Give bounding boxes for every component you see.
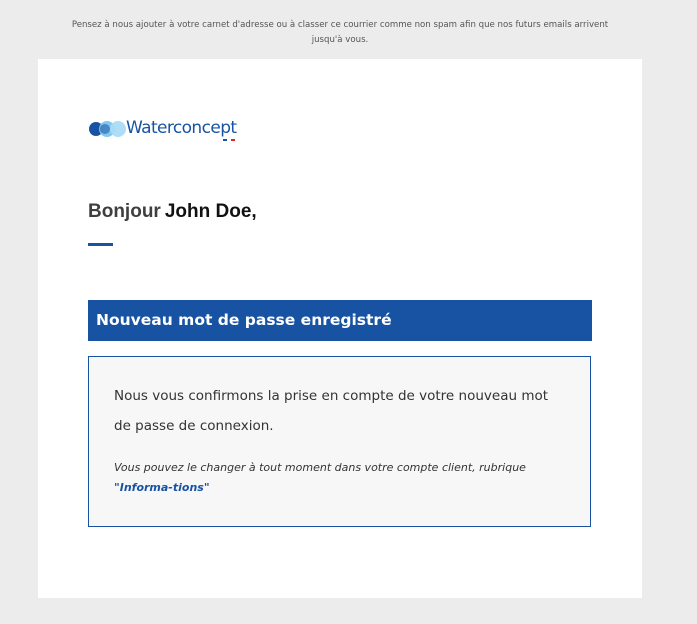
preheader-text: Pensez à nous ajouter à votre carnet d'adresse ou à classer ce courrier comme non spam afin que nos futurs emails arrivent jusqu'à vous. [71, 20, 609, 45]
logo-wordmark: Waterconcept [126, 118, 237, 138]
message-note-text: Vous pouvez le changer à tout moment dans votre compte client, rubrique [114, 461, 526, 474]
greeting-hello: Bonjour [88, 201, 161, 222]
message-main-text: Nous vous confirmons la prise en compte de votre nouveau mot de passe de connexion. [114, 388, 549, 434]
message-note [114, 458, 574, 498]
message-box [88, 356, 591, 527]
logo-flag-icon [223, 139, 235, 141]
email-card [38, 59, 642, 598]
greeting-recipient-name: John Doe, [164, 201, 257, 222]
informations-link[interactable]: "Informa-tions" [114, 481, 210, 494]
greeting-underline [88, 243, 113, 246]
greeting [88, 201, 257, 223]
waterconcept-logo[interactable] [88, 116, 248, 144]
logo-circles-icon [88, 120, 128, 138]
section-title-banner: Nouveau mot de passe enregistré [88, 300, 592, 341]
